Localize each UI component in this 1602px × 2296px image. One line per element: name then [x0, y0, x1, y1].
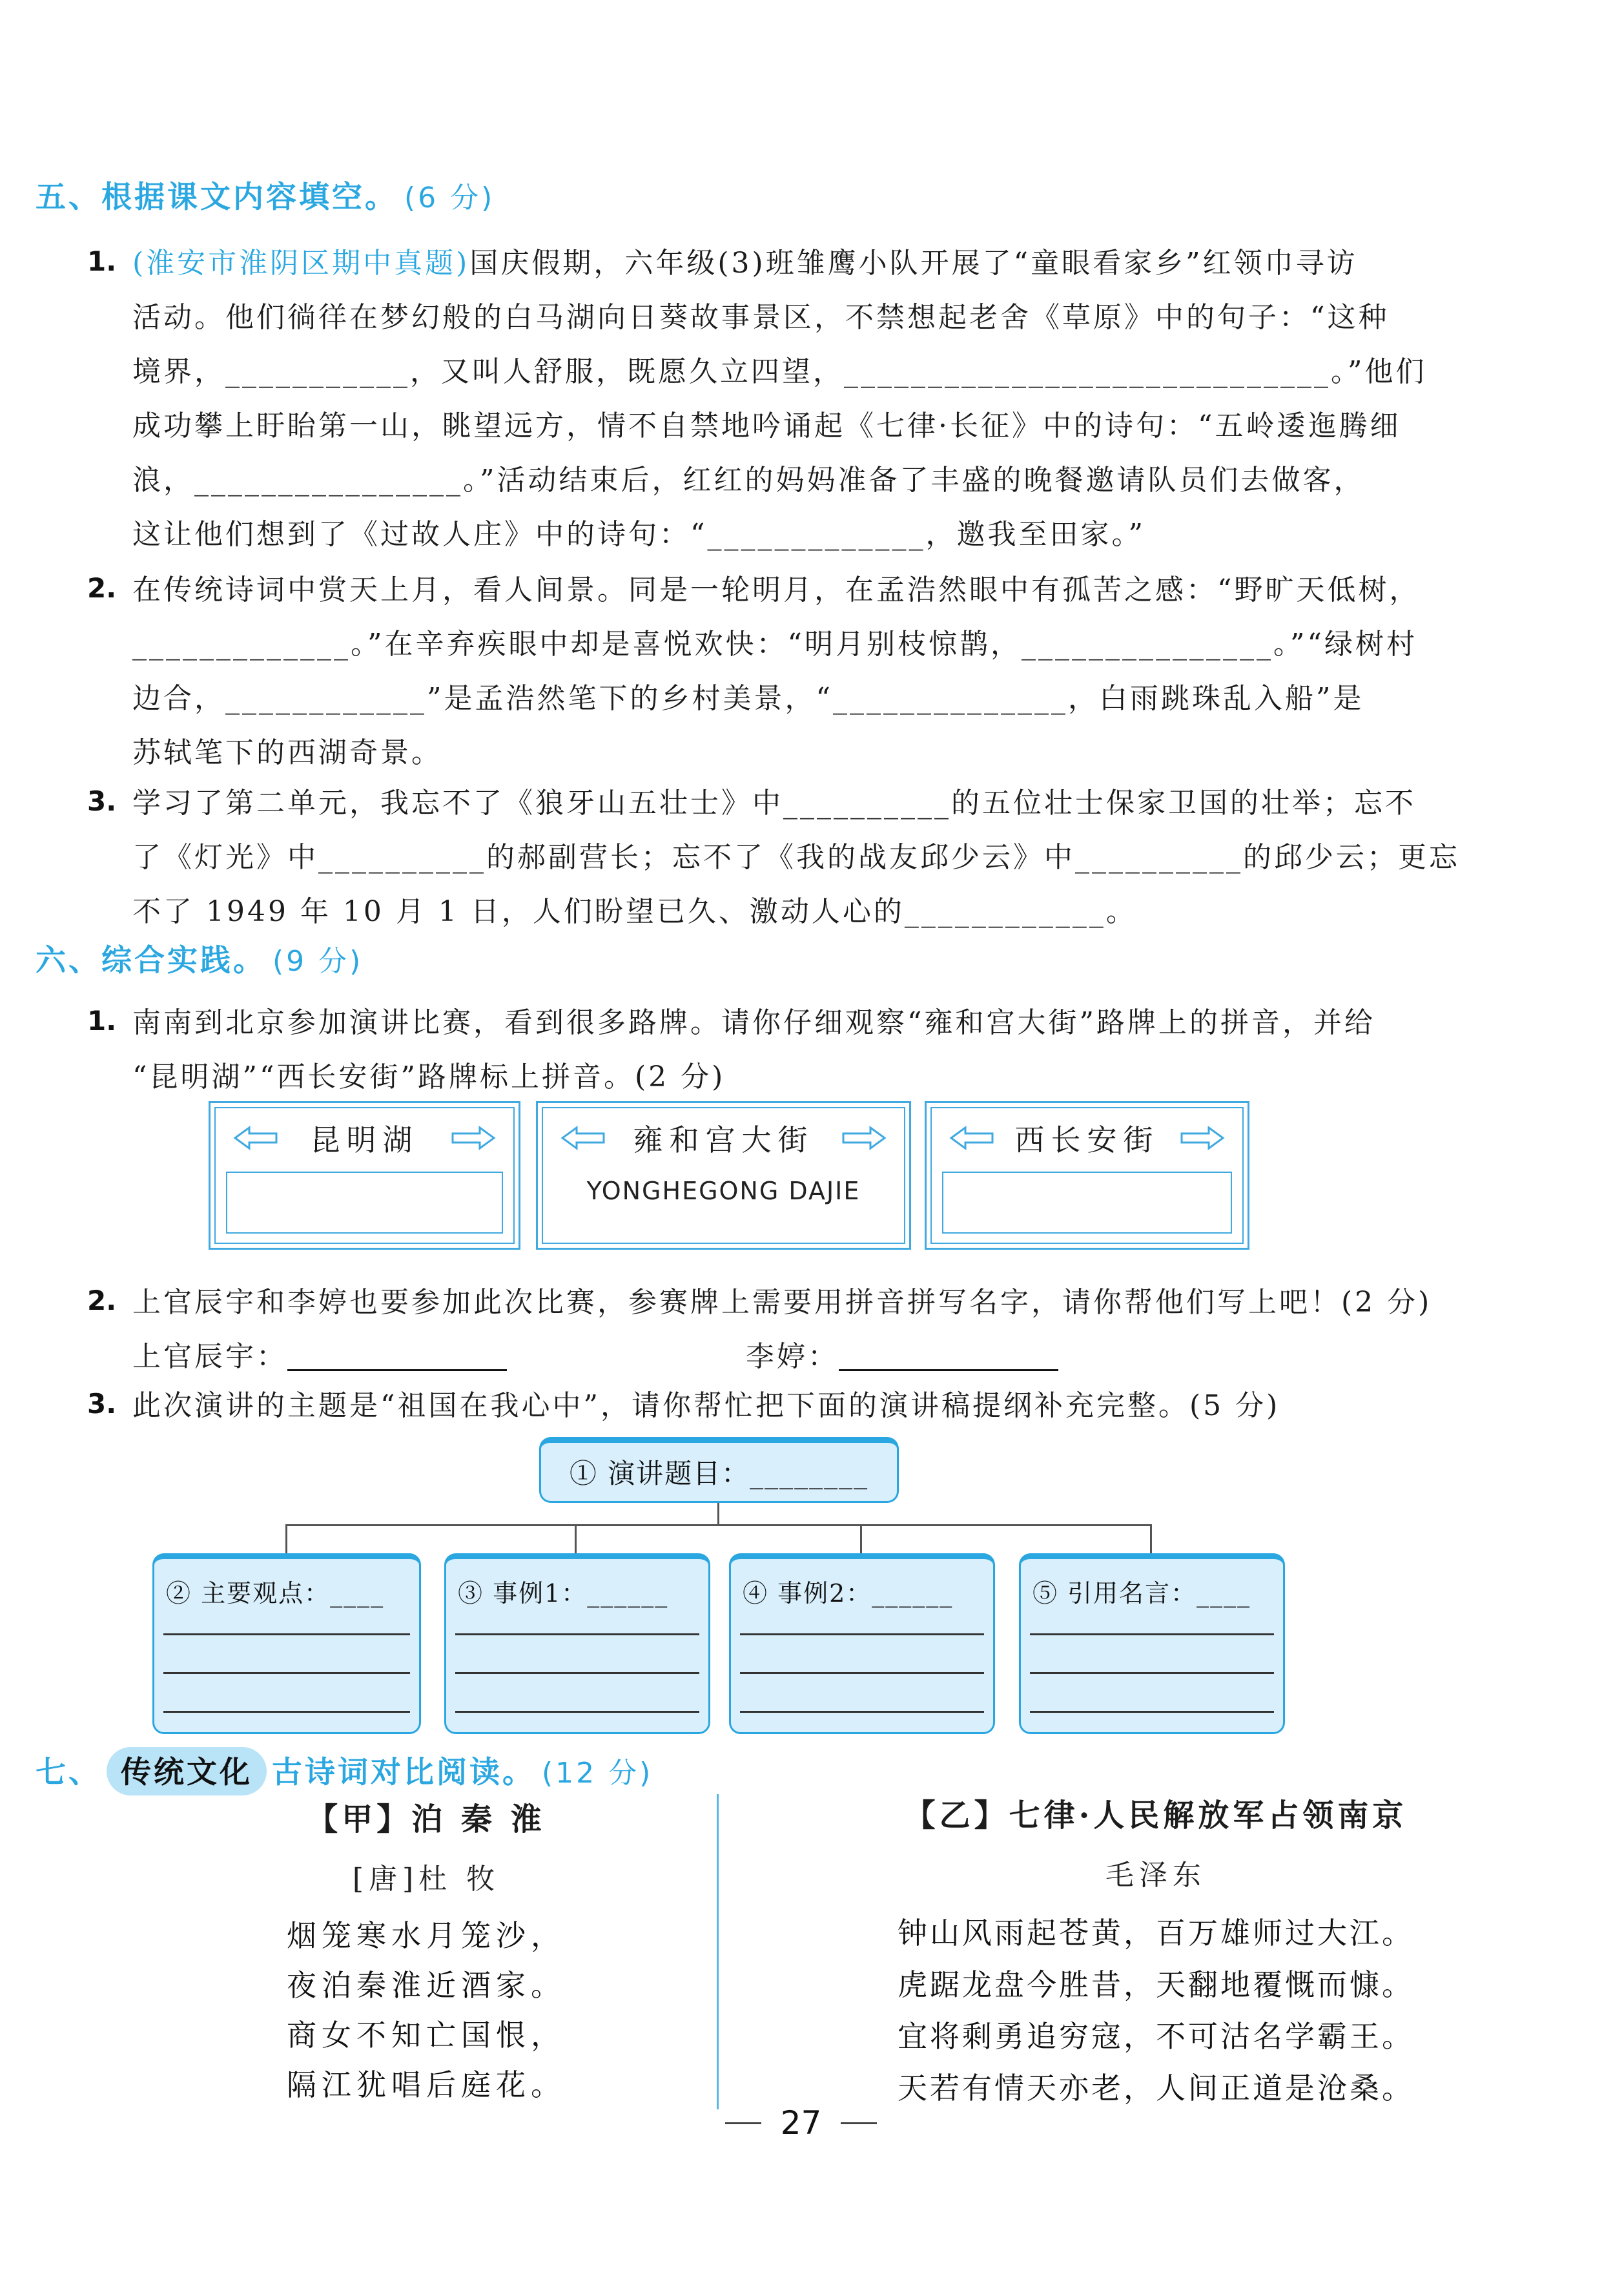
footer-dash — [841, 2122, 877, 2124]
outline-box-label: ③ 事例1：______ — [458, 1579, 669, 1608]
text-line: 此次演讲的主题是“祖国在我心中”，请你帮忙把下面的演讲稿提纲补充完整。(5 分) — [132, 1389, 1280, 1422]
write-line[interactable] — [740, 1711, 984, 1713]
text-line: 浪，________________。”活动结束后，红红的妈妈准备了丰盛的晚餐邀请队员们去做客， — [132, 464, 1365, 497]
text-line: “昆明湖”“西长安街”路牌标上拼音。(2 分) — [132, 1060, 726, 1093]
right-arrow-icon — [841, 1124, 887, 1152]
poem-line: 天若有情天亦老，人间正道是沧桑。 — [898, 2071, 1414, 2105]
connector-line — [575, 1526, 577, 1553]
right-arrow-icon — [450, 1124, 497, 1152]
poem-title: 【甲】泊 秦 淮 — [307, 1801, 546, 1837]
poem-author: 毛泽东 — [1105, 1859, 1206, 1892]
text-run: 国庆假期，六年级(3)班雏鹰小队开展了“童眼看家乡”红领巾寻访 — [469, 247, 1358, 280]
left-arrow-icon — [949, 1124, 995, 1152]
write-line[interactable] — [163, 1633, 410, 1635]
name-blank[interactable] — [287, 1337, 507, 1371]
text-line: 了《灯光》中__________的郝副营长；忘不了《我的战友邱少云》中__________的邱少云；更忘 — [132, 841, 1460, 874]
street-pinyin: YONGHEGONG DAJIE — [586, 1177, 861, 1205]
poem-line: 烟笼寒水月笼沙， — [287, 1918, 566, 1953]
text-line: 苏轼笔下的西湖奇景。 — [132, 736, 442, 769]
poem-divider-line — [717, 1794, 719, 2109]
poem-line: 商女不知亡国恨， — [287, 2018, 566, 2053]
name-label: 上官辰宇： — [132, 1340, 287, 1373]
text-line: _____________。”在辛弃疾眼中却是喜悦欢快：“明月别枝惊鹊，_______________。”“绿树村 — [132, 628, 1417, 661]
page-footer — [0, 2104, 1602, 2142]
poem-title: 【乙】七律·人民解放军占领南京 — [904, 1797, 1408, 1834]
question-6-3 — [87, 1379, 1579, 1433]
section7-score: (12 分) — [542, 1757, 653, 1790]
section7-prefix: 七、 — [36, 1755, 101, 1790]
page-number: 27 — [780, 2104, 822, 2142]
street-name: 昆明湖 — [310, 1122, 419, 1157]
text-line: 边合，____________”是孟浩然笔下的乡村美景，“______________，白雨跳珠乱入船”是 — [132, 682, 1364, 715]
footer-dash — [725, 2122, 761, 2124]
text-line: 不了 1949 年 10 月 1 日，人们盼望已久、激动人心的____________。 — [132, 895, 1137, 928]
write-line[interactable] — [740, 1672, 984, 1674]
question-number: 3. — [87, 1388, 117, 1420]
write-line[interactable] — [455, 1711, 699, 1713]
section5-header — [36, 173, 495, 216]
outline-box-title[interactable] — [539, 1437, 899, 1503]
poem-jia-boqinhuai — [194, 1794, 659, 2110]
name-blank[interactable] — [839, 1337, 1058, 1371]
poem-author: [唐]杜 牧 — [352, 1863, 500, 1896]
outline-box-quote[interactable] — [1019, 1553, 1285, 1734]
pinyin-write-box[interactable] — [942, 1172, 1232, 1234]
left-arrow-icon — [232, 1124, 279, 1152]
question-6-1 — [87, 996, 1579, 1104]
connector-line — [285, 1526, 287, 1553]
section7-header — [36, 1747, 653, 1795]
connector-line — [1150, 1526, 1152, 1553]
road-sign-frame — [930, 1107, 1244, 1244]
section5-title: 五、根据课文内容填空。 — [36, 180, 398, 215]
outline-box-viewpoint[interactable] — [152, 1553, 421, 1734]
text-line: 这让他们想到了《过故人庄》中的诗句：“_____________，邀我至田家。” — [132, 518, 1145, 551]
section6-header — [36, 936, 363, 980]
text-line: 活动。他们徜徉在梦幻般的白马湖向日葵故事景区，不禁想起老舍《草原》中的句子：“这种 — [132, 301, 1390, 334]
write-line[interactable] — [163, 1711, 410, 1713]
poem-line: 宜将剩勇追穷寇，不可沽名学霸王。 — [898, 2019, 1414, 2054]
section7-title: 古诗词对比阅读。 — [272, 1755, 535, 1790]
text-line: 境界，___________，又叫人舒服，既愿久立四望，_____________________________。”他们 — [132, 355, 1427, 388]
right-arrow-icon — [1179, 1124, 1226, 1152]
poem-yi-renminjiefangjun — [846, 1790, 1466, 2114]
text-line — [132, 236, 1579, 291]
street-name: 西长安街 — [1014, 1122, 1160, 1157]
write-line[interactable] — [740, 1633, 984, 1635]
question-number: 3. — [87, 785, 117, 817]
road-sign-frame — [214, 1107, 515, 1244]
text-line: 上官辰宇和李婷也要参加此次比赛，参赛牌上需要用拼音拼写名字，请你帮他们写上吧！(2 分) — [132, 1286, 1432, 1319]
question-number: 1. — [87, 245, 117, 277]
outline-box-example2[interactable] — [729, 1553, 995, 1734]
road-sign-xichanganjie — [925, 1101, 1249, 1250]
poem-line: 钟山风雨起苍黄，百万雄师过大江。 — [898, 1916, 1414, 1950]
question-5-1 — [87, 236, 1579, 562]
road-sign-kunminghu — [209, 1101, 520, 1250]
name-fields-line — [132, 1330, 1579, 1384]
road-sign-yonghegong — [536, 1101, 911, 1250]
street-name: 雍和宫大街 — [633, 1122, 814, 1157]
write-line[interactable] — [455, 1633, 699, 1635]
question-5-3 — [87, 776, 1579, 939]
outline-box-label: ② 主要观点：____ — [166, 1579, 385, 1608]
question-6-2 — [87, 1276, 1579, 1384]
section6-title: 六、综合实践。 — [36, 943, 266, 978]
text-line: 学习了第二单元，我忘不了《狼牙山五壮士》中__________的五位壮士保家卫国的壮举；忘不 — [132, 787, 1416, 820]
poem-line: 虎踞龙盘今胜昔，天翻地覆慨而慷。 — [898, 1967, 1414, 2002]
text-line: 南南到北京参加演讲比赛，看到很多路牌。请你仔细观察“雍和宫大街”路牌上的拼音，并给 — [132, 1006, 1375, 1039]
question-number: 2. — [87, 572, 117, 604]
write-line[interactable] — [1030, 1633, 1274, 1635]
poem-line: 隔江犹唱后庭花。 — [287, 2067, 566, 2102]
outline-box-label: ① 演讲题目：________ — [569, 1458, 869, 1489]
text-line: 在传统诗词中赏天上月，看人间景。同是一轮明月，在孟浩然眼中有孤苦之感：“野旷天低树， — [132, 574, 1421, 606]
write-line[interactable] — [1030, 1711, 1274, 1713]
outline-box-label: ⑤ 引用名言：____ — [1032, 1579, 1251, 1608]
pinyin-write-box[interactable] — [226, 1172, 503, 1234]
question-5-2 — [87, 563, 1579, 780]
question-number: 1. — [87, 1005, 117, 1037]
traditional-culture-badge: 传统文化 — [107, 1747, 267, 1795]
section6-score: (9 分) — [272, 945, 364, 978]
left-arrow-icon — [560, 1124, 606, 1152]
road-sign-frame — [542, 1107, 905, 1244]
question-number: 2. — [87, 1285, 117, 1316]
exam-source-tag: (淮安市淮阴区期中真题) — [132, 247, 470, 280]
write-line[interactable] — [455, 1672, 699, 1674]
text-line: 成功攀上盱眙第一山，眺望远方，情不自禁地吟诵起《七律·长征》中的诗句：“五岭逶迤腾细 — [132, 409, 1401, 442]
section5-score: (6 分) — [404, 181, 495, 214]
connector-line — [860, 1526, 862, 1553]
name-label: 李婷： — [746, 1340, 839, 1373]
outline-box-label: ④ 事例2：______ — [743, 1579, 954, 1608]
outline-box-example1[interactable] — [444, 1553, 710, 1734]
connector-line — [717, 1503, 719, 1524]
connector-line — [285, 1524, 1152, 1526]
poem-line: 夜泊秦淮近酒家。 — [287, 1968, 566, 2003]
write-line[interactable] — [163, 1672, 410, 1674]
write-line[interactable] — [1030, 1672, 1274, 1674]
